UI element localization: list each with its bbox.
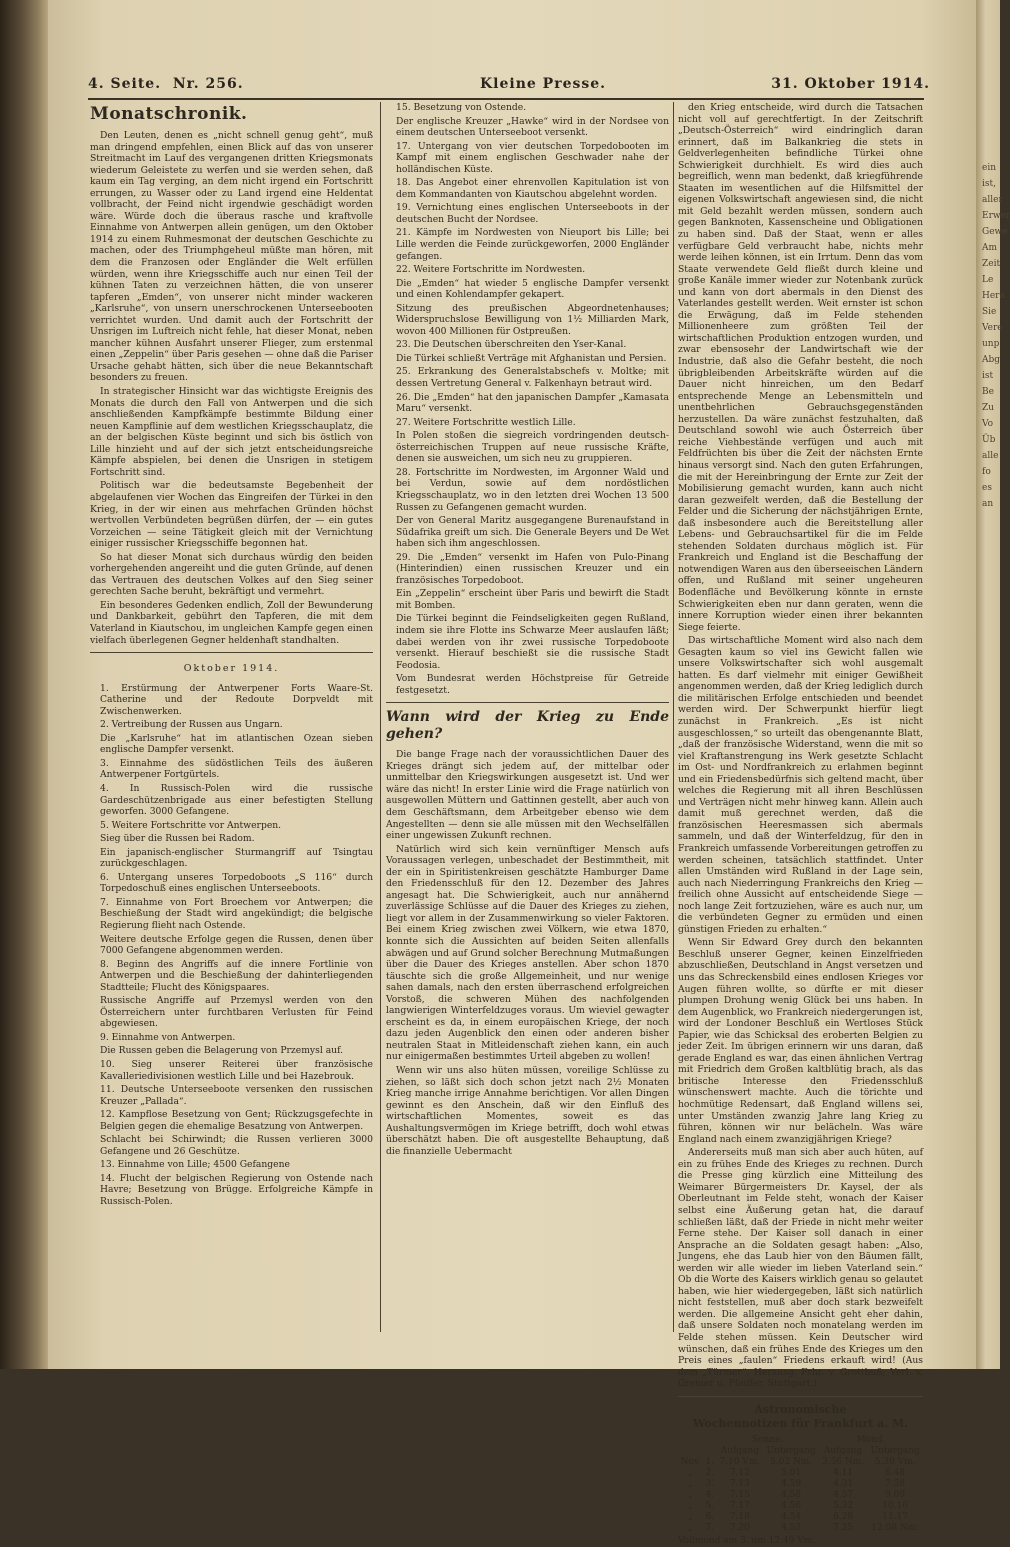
astro-cell-day: 5. bbox=[705, 1500, 715, 1511]
astro-cell-day: 6. bbox=[705, 1511, 715, 1522]
astro-cell-moon-rise: 4.57 bbox=[833, 1489, 854, 1500]
astro-cell-month: „ bbox=[688, 1489, 693, 1500]
chronicle-entry: Der von General Maritz ausgegangene Burenaufstand in Südafrika greift um sich. Die Generale Beyers und De Wet haben sich ihm angeschlossen. bbox=[396, 515, 669, 550]
paragraph: Politisch war die bedeutsamste Begebenheit der abgelaufenen vier Wochen das Eingreifen der Türkei in den Krieg, in der wir einen aus mehrfachen Gründen höchst wertvollen Verbündeten begrüßen dürfen, der — ein gutes Vorzeichen — seine Tätigkeit gleich mit der Vernichtung einiger russischer Kriegsschiffe begonnen hat. bbox=[90, 480, 373, 550]
astro-title: Astronomische bbox=[754, 1402, 847, 1416]
chronicle-entry: Die „Emden“ hat wieder 5 englische Dampfer versenkt und einen Kohlendampfer gekapert. bbox=[396, 277, 669, 301]
divider bbox=[678, 1396, 923, 1397]
astro-cell-month: „ bbox=[688, 1478, 693, 1489]
edge-fragment: an bbox=[982, 499, 994, 509]
chronicle-entry: Schlacht bei Schirwindt; die Russen verlieren 3000 Gefangene und 26 Geschütze. bbox=[100, 1134, 373, 1157]
paragraph: Die bange Frage nach der voraussichtlichen Dauer des Krieges drängt sich jedem auf, der mittelbar oder unmittelbar den Kriegswirkungen ausgesetzt ist. Und wer wäre das nicht! In erster Linie wird die Frage natürlich von ausgewollen Müttern und Gattinnen gestellt, aber auch von dem Geschäftsmann, dem Arbeitgeber ebenso wie dem Angestellten — denn sie alle müssen mit den Wechselfällen einer ungewissen Zukunft rechnen. bbox=[386, 749, 669, 842]
edge-fragment: Sie bbox=[982, 307, 997, 317]
astro-row bbox=[678, 1512, 923, 1523]
astro-footer: Vollmond am 3. um 12.49 Vm. bbox=[678, 1535, 816, 1546]
chronicle-entry: 8. Beginn des Angriffs auf die innere Fortlinie von Antwerpen und die Beschießung der dahinterliegenden Stadtteile; Flucht des Königspaares. bbox=[100, 958, 373, 993]
chronicle-entry: Russische Angriffe auf Przemysl werden von den Österreichern unter furchtbaren Verlusten für Feind abgewiesen. bbox=[100, 995, 373, 1030]
astro-cell-moon-set: 5.39 Vm. bbox=[874, 1456, 916, 1467]
article-title-kriegsende: Wann wird der Krieg zu Ende gehen? bbox=[386, 709, 669, 743]
page-header bbox=[88, 76, 930, 98]
chronicle-entry: Die „Karlsruhe“ hat im atlantischen Ozean sieben englische Dampfer versenkt. bbox=[100, 732, 373, 756]
header-paper-title: Kleine Presse. bbox=[480, 76, 607, 92]
astro-cell-sun-set: 5.01 bbox=[781, 1467, 802, 1478]
chronicle-entry: 3. Einnahme des südöstlichen Teils des äußeren Antwerpener Fortgürtels. bbox=[100, 757, 373, 781]
astro-cell-moon-rise: 4.31 bbox=[833, 1478, 854, 1489]
chronicle-entry: 23. Die Deutschen überschreiten den Yser-Kanal. bbox=[396, 339, 627, 351]
astro-cell-sun-set: 5.02 Nm. bbox=[770, 1456, 813, 1467]
column-rule bbox=[673, 102, 674, 1332]
chronicle-entry: In Polen stoßen die siegreich vordringenden deutsch-österreichischen Truppen auf neue russische Kräfte, denen sie ausweichen, um sich neu zu gruppieren. bbox=[396, 430, 669, 465]
astro-cell-moon-set: 11.17 bbox=[882, 1511, 908, 1522]
astro-row bbox=[678, 1479, 923, 1490]
astro-cell-month: „ bbox=[688, 1522, 693, 1533]
edge-fragment: Vo bbox=[982, 419, 994, 429]
astro-cell-sun-set: 4.53 bbox=[781, 1522, 802, 1533]
astro-cell-day: 4. bbox=[705, 1489, 715, 1500]
chronicle-entry: 2. Vertreibung der Russen aus Ungarn. bbox=[100, 719, 283, 731]
astro-cell-moon-set: 7.58 bbox=[885, 1478, 906, 1489]
chronicle-list-continued bbox=[386, 102, 669, 696]
astro-subtitle: Wochennotizen für Frankfurt a. M. bbox=[693, 1416, 908, 1430]
edge-fragment: Erwer bbox=[982, 211, 1010, 221]
astro-cell-moon-rise: 3.56 Nm. bbox=[822, 1456, 865, 1467]
paragraph: Andererseits muß man sich aber auch hüten, auf ein zu frühes Ende des Krieges zu rechnen. Durch die Presse ging kürzlich eine Mitteilung des Weimarer Bürgermeisters Dr. Kaysel, der als Oberleutnant im Felde steht, wonach der Kaiser selbst eine Äußerung getan hat, die darauf schließen läßt, daß der Friede in nicht mehr weiter Ferne stehe. Der Kaiser soll danach in einer Ansprache an die Soldaten gesagt haben: „Also, Jungens, ehe das Laub hier von den Bäumen fällt, werden wir alle wieder im lieben Vaterland sein.“ Ob die Worte des Kaisers wirklich genau so gelautet haben, wie hier wiedergegeben, läßt sich natürlich nicht feststellen, muß aber doch stark bezweifelt werden. Die allgemeine Ansicht geht eher dahin, daß unsere Soldaten noch monatelang werden im Felde stehen müssen. Kein Deutscher wird wünschen, daß ein frühes Ende des Krieges um den Preis eines „faulen“ Friedens erkauft wird! (Aus dem „Türmer“, Herausg. Frhr. v. Grotthuß; Verl. v. Greiner u. Pfeiffer, Stuttgart.) bbox=[678, 1147, 923, 1390]
edge-fragment: fo bbox=[982, 467, 991, 477]
column-2 bbox=[386, 102, 669, 1334]
paragraph: In strategischer Hinsicht war das wichtigste Ereignis des Monats die durch den Fall von Antwerpen und die sich anschließenden Kampfkämpfe bestimmte Bildung einer neuen Kampflinie auf dem westlichen Kriegsschauplatz, die an der belgischen Küste beginnt und sich bis östlich von Lille hinzieht und auf der sich jetzt entscheidungsreiche Kämpfe abspielen, bei denen die Unsrigen in stetigem Fortschritt sind. bbox=[90, 386, 373, 478]
edge-fragment: ist bbox=[982, 371, 994, 381]
edge-fragment: Vere bbox=[982, 323, 1003, 333]
chronicle-entry: Die Türkei beginnt die Feindseligkeiten gegen Rußland, indem sie ihre Flotte ins Schwarze Meer auslaufen läßt; dabei werden von ihr zwei russische Torpedoboote versenkt. Hierauf beschießt sie die russische Stadt Feodosia. bbox=[396, 613, 669, 671]
column-rule bbox=[380, 102, 381, 1332]
paragraph: Ein besonderes Gedenken endlich, Zoll der Bewunderung und Dankbarkeit, gebührt den Tapferen, die mit dem Vaterland in Kiautschou, im ungleichen Kampfe gegen einen vielfach überlegenen Gegner heldenhaft standhalten. bbox=[90, 599, 373, 646]
chronicle-entry: 13. Einnahme von Lille; 4500 Gefangene bbox=[100, 1159, 290, 1171]
astro-cell-sun-rise: 7.17 bbox=[729, 1500, 750, 1511]
astro-col-header: Untergang bbox=[870, 1445, 920, 1456]
astro-cell-day: 3. bbox=[705, 1478, 715, 1489]
astro-cell-day: 7. bbox=[705, 1522, 715, 1533]
article-title-monatschronik: Monatschronik. bbox=[90, 104, 248, 124]
chronicle-entry: Ein „Zeppelin“ erscheint über Paris und bewirft die Stadt mit Bomben. bbox=[396, 588, 669, 611]
astro-col-header: Aufgang bbox=[823, 1445, 863, 1456]
edge-fragment: Gewe bbox=[982, 227, 1008, 237]
chronicle-entry: 19. Vernichtung eines englischen Unterseeboots in der deutschen Bucht der Nordsee. bbox=[396, 202, 669, 225]
astro-row bbox=[678, 1468, 923, 1479]
chronicle-entry: 29. Die „Emden“ versenkt im Hafen von Pulo-Pinang (Hinterindien) einen russischen Kreuzer und ein französisches Torpedoboot. bbox=[396, 551, 669, 586]
chronicle-entry: 1. Erstürmung der Antwerpener Forts Waare-St. Catherine und der Redoute Dorpveldt mit Zwischenwerken. bbox=[100, 682, 373, 717]
article-body-continued bbox=[678, 102, 923, 1390]
astro-group-header bbox=[678, 1435, 923, 1446]
astro-cell-sun-set: 4.58 bbox=[781, 1489, 802, 1500]
edge-fragment: ein bbox=[982, 163, 997, 173]
article-body bbox=[386, 749, 669, 1157]
paragraph: Natürlich wird sich kein vernünftiger Mensch aufs Voraussagen verlegen, unbeschadet der Bestimmtheit, mit der ein in Spiritistenkreisen geschätzte Hamburger Dame den Friedensschluß für den 12. Dezember des Jahres angesagt hat. Die Schwierigkeit, auch nur annähernd zuverlässige Schlüsse auf die Dauer des Krieges zu ziehen, liegt vor allem in der Zusammenwirkung so vieler Faktoren. Bei einem Krieg zwischen zwei Völkern, wie etwa 1870, konnte sich die Aussichten auf beiden Seiten allenfalls abwägen und auf Grund solcher Berechnung Mutmaßungen über die Dauer des Krieges anstellen. Aber schon 1870 täuschte sich die große Allgemeinheit, und nur wenige sahen damals, nach den ersten überraschend erfolgreichen Vorstoß, die schweren Mühen des nachfolgenden langwierigen Winterfeldzuges voraus. Um wieviel gewagter erscheint es da, in einem europäischen Kriege, der noch dazu jeden Augenblick den einen oder anderen bisher neutralen Staat in Mitleidenschaft ziehen kann, ein auch nur einigermaßen bestimmtes Urteil abgeben zu wollen! bbox=[386, 843, 669, 1063]
astro-col-header: Aufgang bbox=[720, 1445, 759, 1456]
paragraph: Wenn wir uns also hüten müssen, voreilige Schlüsse zu ziehen, so läßt sich doch schon jetzt nach 2½ Monaten Krieg manche irrige Annahme berichtigen. Vor allen Dingen gewinnt es den Anschein, daß wir den Einfluß des wirtschaftlichen Momentes, soweit es das Aushaltungsvermögen im Kriege betrifft, doch wohl etwas überschätzt haben. Die oft ausgestellte Behauptung, daß die finanzielle Uebermacht bbox=[386, 1065, 669, 1157]
chronicle-entry: 4. In Russisch-Polen wird die russische Gardeschützenbrigade aus einer befestigten Stellung geworfen. 3000 Gefangene. bbox=[100, 782, 373, 818]
astro-row bbox=[678, 1457, 923, 1468]
chronicle-entry: Die Türkei schließt Verträge mit Afghanistan und Persien. bbox=[396, 352, 667, 364]
astro-row bbox=[678, 1490, 923, 1501]
paragraph: Das wirtschaftliche Moment wird also nach dem Gesagten kaum so viel ins Gewicht fallen wie unsere Volkswirtschafter sich wohl ausgemalt hatten. Es darf vielmehr mit einiger Gewißheit angenommen werden, daß der Krieg lediglich durch die militärischen Erfolge entschieden und beendet werden wird. Der Schwerpunkt hierfür liegt zunächst in Frankreich. „Es ist nicht ausgeschlossen,“ so urteilt das obengenannte Blatt, „daß der französische Widerstand, wenn die mit so viel Kraftanstrengung ins Werk gesetzte Schlacht im Ost- und Nordfrankreich zu erlahmen beginnt und ein Friedensbedürfnis sich geltend macht, über welches die Regierung mit all ihren Beschlüssen und Verträgen nicht mehr hinweg kann. Allein auch damit muß gerechnet werden, daß die französischen Heeresmassen sich abermals sammeln, und daß der Winterfeldzug, für den in Frankreich umfassende Vorbereitungen getroffen zu werden scheinen, tatsächlich stattfindet. Unter allen Umständen wird Rußland in der Lage sein, auch nach Niederringung Frankreichs den Krieg — freilich ohne Aussicht auf entscheidende Siege — noch lange Zeit fortzuziehen, wäre es auch nur, um die verbündeten Gegner zu ermüden und einen günstigen Frieden zu erhalten.“ bbox=[678, 635, 923, 935]
paragraph: den Krieg entscheide, wird durch die Tatsachen nicht voll auf gerechtfertigt. In der Zeitschrift „Deutsch-Österreich“ wird eindringlich daran erinnert, daß im Balkankrieg die stets in Geldverlegenheiten befindliche Türkei ohne Schwierigkeit durchhielt. Es wird dies auch begreiflich, wenn man bedenkt, daß kriegführende Staaten im wesentlichen auf die Hilfsmittel der eigenen Volkswirtschaft angewiesen sind, die nicht mit Geld bezahlt werden müssen, sondern auch gegen Banknoten, Kassenscheine und Obligationen zu haben sind. Daß der Staat, wenn er alles verfügbare Geld verbraucht habe, nichts mehr werde leihen können, ist ein Irrtum. Denn das vom Staate verwendete Geld fließt durch kleine und große Kanäle immer wieder zur Notenbank zurück und kann von dort abermals in den Dienst des Vaterlandes gestellt werden. Weit ernster ist schon die Erwägung, daß im Felde stehenden Millionenheere zum größten Teil der wirtschaftlichen Produktion entzogen wurden, und zwar ebensosehr der Landwirtschaft wie der Industrie, daß also die Gefahr besteht, die noch übrigbleibenden Arbeitskräfte würden auf die Dauer nicht hinreichen, um den Bedarf entsprechende Menge an Lebensmitteln und unentbehrlichen Gebrauchsgegenständen herzustellen. Da wäre zunächst festzuhalten, daß Deutschland sowohl wie auch Österreich über reiche Viehbestände verfügen und auch mit Feldfrüchten bis über die Zeit der nächsten Ernte hinaus versorgt sind. Nach den guten Erfahrungen, die mit der Hereinbringung der Ernte zur Zeit der Mobilisierung gemacht wurden, kann auch nicht daran gezweifelt werden, daß die Bestellung der Felder und die Sicherung der nächstjährigen Ernte, daß insbesondere auch die Bereitstellung aller Lebens- und Gebrauchsartikel für die im Felde stehenden Soldaten durchaus möglich ist. Für Frankreich und England ist die Beschaffung der notwendigen Waren aus den überseeischen Ländern offen, und Rußland mit seiner ungeheuren Bodenfläche und Bevölkerung könnte in ernste Schwierigkeiten eben nur dann geraten, wenn die innere Korruption wieder einen ihrer bekannten Siege feierte. bbox=[678, 102, 923, 633]
paragraph: Den Leuten, denen es „nicht schnell genug geht“, muß man dringend empfehlen, einen Blick auf das von unserer Streitmacht im Lauf des vergangenen dritten Kriegsmonats wiederum Geleistete zu werfen und sie werden sehen, daß kaum ein Tag verging, an dem nicht irgend ein Fortschritt errungen, zu Wasser oder zu Land irgend eine Heldentat vollbracht, der Feind nicht irgendwie geschädigt worden wäre. Würde doch die überaus rasche und kraftvolle Einnahme von Antwerpen allein genügen, um den Oktober 1914 zu einem Ruhmesmonat der deutschen Geschichte zu machen, oder des Triumphgeheul müßte man hören, mit dem die Franzosen oder Engländer die Welt erfüllen würden, wenn ihre Kriegsschiffe auch nur einen Teil der kühnen Taten zu verzeichnen hätten, die von unserer tapferen „Emden“, von unserer nicht minder wackeren „Karlsruhe“, von unsern unerschrockenen Unterseebooten verrichtet wurden. Und damit auch der Fortschritt der Unsrigen im Luftreich nicht fehle, hat dieser Monat, neben mancher kühnen Ausfahrt unserer Flieger, zum erstenmal einen „Zeppelin“ über Paris gesehen — ohne daß die Pariser Ursache gehabt hätten, sich über die neue Bekanntschaft besonders zu freuen. bbox=[90, 130, 373, 384]
edge-fragment: ist, bbox=[982, 179, 996, 189]
chronicle-entry: 7. Einnahme von Fort Broechem vor Antwerpen; die Beschießung der Stadt wird angekündigt; die belgische Regierung flieht nach Ostende. bbox=[100, 896, 373, 931]
astro-column-header bbox=[678, 1446, 923, 1457]
edge-fragment: Be bbox=[982, 387, 994, 397]
astro-cell-moon-rise: 6.28 bbox=[833, 1511, 854, 1522]
next-page-text-fragments bbox=[982, 160, 1010, 1260]
edge-fragment: Hera bbox=[982, 291, 1005, 301]
book-binding-left bbox=[0, 0, 48, 1369]
divider bbox=[90, 652, 373, 653]
chronicle-entry: 17. Untergang von vier deutschen Torpedobooten im Kampf mit einem englischen Geschwader nahe der holländischen Küste. bbox=[396, 140, 669, 175]
astro-cell-moon-rise: 5.32 bbox=[833, 1500, 854, 1511]
astro-cell-sun-rise: 7.10 Vm. bbox=[719, 1456, 761, 1467]
astro-cell-day: 2. bbox=[705, 1467, 715, 1478]
chronicle-entry: 14. Flucht der belgischen Regierung von Ostende nach Havre; Besetzung von Brügge. Erfolgreiche Kämpfe in Russisch-Polen. bbox=[100, 1172, 373, 1208]
edge-fragment: unp bbox=[982, 339, 1000, 349]
astro-cell-month: „ bbox=[688, 1467, 693, 1478]
chronicle-entry: 22. Weitere Fortschritte im Nordwesten. bbox=[396, 264, 586, 276]
column-1 bbox=[90, 102, 373, 1334]
astro-cell-sun-rise: 7.13 bbox=[729, 1478, 750, 1489]
astro-moon-label: Mond. bbox=[856, 1434, 886, 1445]
chronicle-entry: 25. Erkrankung des Generalstabschefs v. Moltke; mit dessen Vertretung General v. Falkenhayn betraut wird. bbox=[396, 366, 669, 390]
chronicle-entry: 11. Deutsche Unterseeboote versenken den russischen Kreuzer „Pallada“. bbox=[100, 1084, 373, 1107]
astro-cell-sun-rise: 7.18 bbox=[729, 1511, 750, 1522]
chronicle-entry: 6. Untergang unseres Torpedoboots „S 116“ durch Torpedoschuß eines englischen Unterseeboots. bbox=[100, 871, 373, 895]
chronicle-entry: 10. Sieg unserer Reiterei über französische Kavalleriedivisionen westlich Lille und bei Hazebrouk. bbox=[100, 1059, 373, 1082]
chronicle-entry: Sieg über die Russen bei Radom. bbox=[100, 833, 255, 845]
article-body bbox=[90, 130, 373, 646]
astro-col-header: Untergang bbox=[766, 1445, 816, 1456]
astro-cell-moon-set: 6.48 bbox=[885, 1467, 906, 1478]
astro-cell-sun-set: 4.56 bbox=[781, 1500, 802, 1511]
chronicle-entry: Weitere deutsche Erfolge gegen die Russen, denen über 7000 Gefangene abgenommen werden. bbox=[100, 933, 373, 957]
astro-row bbox=[678, 1501, 923, 1512]
astro-cell-month: Nov. bbox=[680, 1456, 701, 1467]
paragraph: So hat dieser Monat sich durchaus würdig den beiden vorhergehenden angereiht und die guten Gründe, auf denen das Vertrauen des deutschen Volkes auf den Sieg seiner gerechten Sache beruht, bekräftigt und vermehrt. bbox=[90, 551, 373, 598]
edge-fragment: alle bbox=[982, 451, 999, 461]
chronicle-entry: Vom Bundesrat werden Höchstpreise für Getreide festgesetzt. bbox=[396, 673, 669, 696]
edge-fragment: Abg bbox=[982, 355, 1001, 365]
divider bbox=[386, 702, 669, 703]
astro-cell-moon-rise: 7.25 bbox=[833, 1522, 854, 1533]
chronicle-entry: 28. Fortschritte im Nordwesten, im Argonner Wald und bei Verdun, sowie auf dem nordöstlichen Kriegsschauplatz, wo in den letzten drei Wochen 13 500 Russen zu Gefangenen gemacht wurden. bbox=[396, 466, 669, 513]
astro-cell-moon-set: 12.08 Nm. bbox=[871, 1522, 920, 1533]
chronicle-entry: Sitzung des preußischen Abgeordnetenhauses; Widerspruchslose Bewilligung von 1½ Milliarden Mark, wovon 400 Millionen für Ostpreußen. bbox=[396, 302, 669, 337]
astro-row bbox=[678, 1523, 923, 1534]
chronicle-entry: 9. Einnahme von Antwerpen. bbox=[100, 1031, 236, 1043]
chronicle-heading: Oktober 1914. bbox=[183, 663, 280, 675]
chronicle-entry: Die Russen geben die Belagerung von Przemysl auf. bbox=[100, 1045, 344, 1057]
edge-fragment: Zeit bbox=[982, 259, 1001, 269]
astro-table bbox=[678, 1435, 923, 1534]
astro-cell-moon-set: 9.09 bbox=[885, 1489, 906, 1500]
chronicle-entry: 27. Weitere Fortschritte westlich Lille. bbox=[396, 416, 576, 428]
astro-cell-month: „ bbox=[688, 1500, 693, 1511]
astro-cell-sun-set: 4.54 bbox=[781, 1511, 802, 1522]
header-date: 31. Oktober 1914. bbox=[771, 76, 930, 92]
astro-cell-sun-rise: 7.12 bbox=[729, 1467, 750, 1478]
chronicle-entry: Der englische Kreuzer „Hawke“ wird in der Nordsee von einem deutschen Unterseeboot versenkt. bbox=[396, 115, 669, 139]
edge-fragment: Le bbox=[982, 275, 994, 285]
chronicle-entry: 15. Besetzung von Ostende. bbox=[396, 102, 527, 113]
astro-cell-sun-rise: 7.20 bbox=[729, 1522, 750, 1533]
chronicle-entry: 12. Kampflose Besetzung von Gent; Rückzugsgefechte in Belgien gegen die ehemalige Besatzung von Antwerpen. bbox=[100, 1109, 373, 1132]
astro-cell-moon-rise: 4.11 bbox=[833, 1467, 854, 1478]
column-3 bbox=[678, 102, 923, 1546]
edge-fragment: Üb bbox=[982, 435, 996, 445]
chronicle-entry: 26. Die „Emden“ hat den japanischen Dampfer „Kamasata Maru“ versenkt. bbox=[396, 391, 669, 415]
header-page-info: 4. Seite. Nr. 256. bbox=[88, 76, 244, 92]
edge-fragment: Am bbox=[982, 243, 998, 253]
astro-cell-sun-set: 4.59 bbox=[781, 1478, 802, 1489]
chronicle-entry: 5. Weitere Fortschritte vor Antwerpen. bbox=[100, 819, 282, 831]
chronicle-entry: 18. Das Angebot einer ehrenvollen Kapitulation ist von dem Kommandanten von Kiautschou abgelehnt worden. bbox=[396, 177, 669, 200]
astro-cell-sun-rise: 7.15 bbox=[729, 1489, 750, 1500]
header-rule bbox=[88, 98, 924, 100]
edge-fragment: Zu bbox=[982, 403, 995, 413]
astro-sun-label: Sonne. bbox=[752, 1434, 784, 1445]
chronicle-entry: Ein japanisch-englischer Sturmangriff auf Tsingtau zurückgeschlagen. bbox=[100, 846, 373, 870]
chronicle-list bbox=[90, 683, 373, 1208]
paragraph: Wenn Sir Edward Grey durch den bekannten Beschluß unserer Gegner, keinen Einzelfrieden abzuschließen, Deutschland in Angst versetzen und uns das Schreckensbild eines endlosen Krieges vor Augen führen wollte, so dürfte er mit dieser plumpen Drohung wenig Glück bei uns haben. In dem Augenblick, wo Frankreich niedergerungen ist, wird der Londoner Beschluß ein Wertloses Stück Papier, wie das Schicksal des eroberten Belgien zu jeder Zeit. Im übrigen erinnern wir uns daran, daß gerade England es war, das einen ähnlichen Vertrag mit Friedrich dem Großen kaltblütig brach, als das britische Interesse den Friedensschluß wünschenswert machte. Auch die törichte und hochmütige Redensart, daß England willens sei, unter Umständen zwanzig Jahre lang Krieg zu führen, können wir nur belächeln. Was wäre England nach einem zwanzigjährigen Kriege? bbox=[678, 937, 923, 1145]
edge-fragment: aller bbox=[982, 195, 1003, 205]
astro-cell-month: „ bbox=[688, 1511, 693, 1522]
chronicle-entry: 21. Kämpfe im Nordwesten von Nieuport bis Lille; bei Lille werden die Feinde zurückgeworfen, 2000 Engländer gefangen. bbox=[396, 227, 669, 262]
edge-fragment: es bbox=[982, 483, 992, 493]
astro-cell-day: 1. bbox=[705, 1456, 715, 1467]
astro-cell-moon-set: 10.16 bbox=[882, 1500, 908, 1511]
